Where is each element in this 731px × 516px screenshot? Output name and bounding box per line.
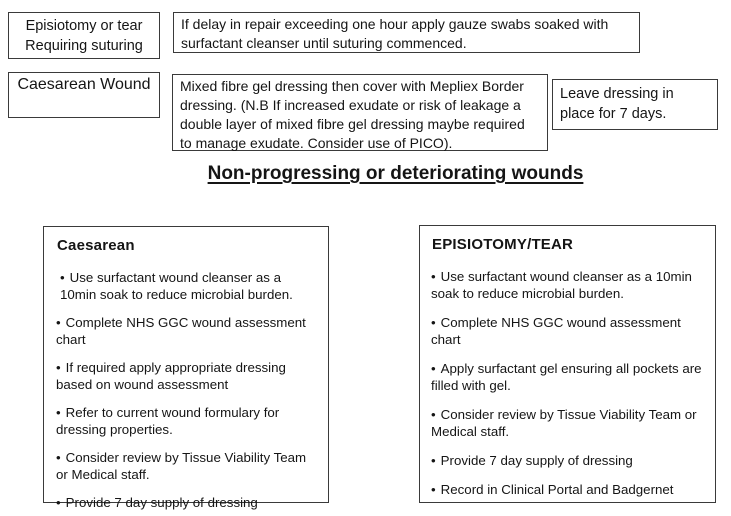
list-item-text: Consider review by Tissue Viability Team or Medical staff. (431, 407, 697, 439)
list-item-text: Consider review by Tissue Viability Team or Medical staff. (56, 450, 307, 482)
list-item-text: Complete NHS GGC wound assessment chart (431, 315, 681, 347)
caesarean-bullet-list (55, 269, 318, 511)
bullet-icon: • (431, 361, 436, 376)
list-item (431, 452, 713, 469)
list-item-text: Record in Clinical Portal and Badgernet (440, 482, 674, 497)
list-item (431, 314, 713, 348)
bullet-icon: • (431, 453, 436, 468)
list-item (431, 406, 713, 440)
list-item (431, 360, 713, 394)
episiotomy-instruction-text: If delay in repair exceeding one hour apply gauze swabs soaked with surfactant cleanser until suturing commenced. (181, 16, 609, 51)
list-item (56, 494, 318, 511)
list-item (431, 268, 713, 302)
episiotomy-label-line1: Episiotomy or tear (25, 18, 143, 34)
episiotomy-instruction-box (173, 12, 640, 53)
list-item-text: Complete NHS GGC wound assessment chart (56, 315, 306, 347)
bullet-icon: • (56, 315, 61, 330)
dressing-duration-note-text: Leave dressing in place for 7 days. (560, 86, 674, 122)
caesarean-label-box (8, 72, 160, 118)
episiotomy-label-box (8, 12, 160, 59)
bullet-icon: • (431, 407, 436, 422)
bullet-icon: • (56, 405, 61, 420)
episiotomy-tear-panel-title: EPISIOTOMY/TEAR (432, 236, 574, 253)
dressing-duration-note-box (552, 79, 718, 130)
episiotomy-tear-panel (419, 225, 716, 503)
caesarean-panel-title: Caesarean (57, 237, 135, 254)
bullet-icon: • (60, 270, 65, 285)
caesarean-panel (43, 226, 329, 510)
episiotomy-bullet-list (430, 268, 713, 498)
bullet-icon: • (431, 315, 436, 330)
bullet-icon: • (56, 360, 61, 375)
list-item-text: Apply surfactant gel ensuring all pockets are filled with gel. (431, 361, 702, 393)
list-item-text: Provide 7 day supply of dressing (65, 495, 258, 510)
episiotomy-label-line2: Requiring suturing (25, 38, 143, 54)
list-item-text: Use surfactant wound cleanser as a 10min soak to reduce microbial burden. (431, 269, 692, 301)
list-item-text: Refer to current wound formulary for dressing properties. (56, 405, 280, 437)
caesarean-instruction-text: Mixed fibre gel dressing then cover with Mepliex Border dressing. (N.B If increased exudate or risk of leakage a double layer of mixed fibre gel dressing maybe required to manage exudate. Consider use of PICO). (180, 78, 525, 151)
list-item (56, 449, 318, 483)
list-item (56, 314, 318, 348)
list-item (431, 481, 713, 498)
list-item (56, 269, 318, 303)
list-item (56, 404, 318, 438)
caesarean-instruction-box (172, 74, 548, 151)
list-item-text: Use surfactant wound cleanser as a 10min soak to reduce microbial burden. (60, 270, 293, 302)
section-heading: Non-progressing or deteriorating wounds (207, 163, 584, 184)
list-item-text: Provide 7 day supply of dressing (440, 453, 633, 468)
bullet-icon: • (431, 482, 436, 497)
list-item-text: If required apply appropriate dressing based on wound assessment (56, 360, 286, 392)
bullet-icon: • (431, 269, 436, 284)
caesarean-label-text: Caesarean Wound (17, 76, 151, 93)
list-item (56, 359, 318, 393)
bullet-icon: • (56, 450, 61, 465)
bullet-icon: • (56, 495, 61, 510)
